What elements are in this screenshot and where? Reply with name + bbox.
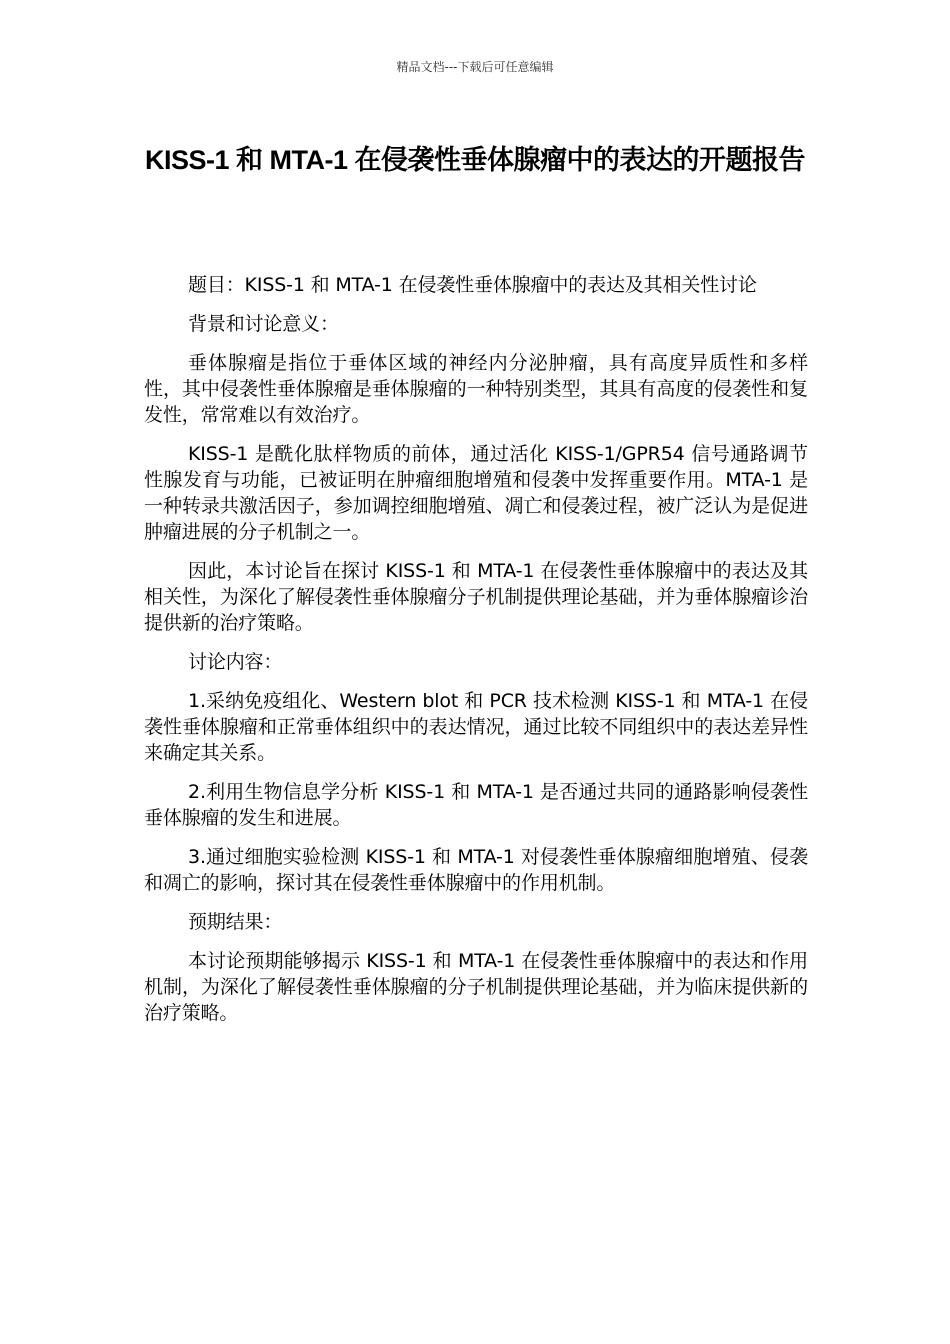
expected-results-heading: 预期结果： (188, 911, 283, 933)
content-item-2: 2.利用生物信息学分析 KISS-1 和 MTA-1 是否通过共同的通路影响侵袭性垂体腺瘤的发生和进展。 (144, 781, 808, 829)
content-item-1: 1.采纳免疫组化、Western blot 和 PCR 技术检测 KISS-1 和 MTA-1 在侵袭性垂体腺瘤和正常垂体组织中的表达情况，通过比较不同组织中的表达差异性来确定其关系。 (144, 690, 808, 764)
topic-paragraph: 题目：KISS-1 和 MTA-1 在侵袭性垂体腺瘤中的表达及其相关性讨论 (188, 274, 757, 296)
document-title: KISS-1 和 MTA-1 在侵袭性垂体腺瘤中的表达的开题报告 (144, 145, 805, 175)
content-heading: 讨论内容： (188, 651, 283, 673)
background-paragraph-1: 垂体腺瘤是指位于垂体区域的神经内分泌肿瘤，具有高度异质性和多样性，其中侵袭性垂体腺瘤是垂体腺瘤的一种特别类型，其具有高度的侵袭性和复发性，常常难以有效治疗。 (144, 352, 808, 426)
background-heading: 背景和讨论意义： (188, 313, 339, 335)
background-paragraph-3: 因此，本讨论旨在探讨 KISS-1 和 MTA-1 在侵袭性垂体腺瘤中的表达及其相关性，为深化了解侵袭性垂体腺瘤分子机制提供理论基础，并为垂体腺瘤诊治提供新的治疗策略。 (144, 560, 808, 634)
header-note: 精品文档---下载后可任意编辑 (396, 60, 554, 74)
content-item-3: 3.通过细胞实验检测 KISS-1 和 MTA-1 对侵袭性垂体腺瘤细胞增殖、侵袭和凋亡的影响，探讨其在侵袭性垂体腺瘤中的作用机制。 (144, 846, 808, 894)
document-body (144, 272, 808, 1039)
background-paragraph-2: KISS-1 是酰化肽样物质的前体，通过活化 KISS-1/GPR54 信号通路调节性腺发育与功能，已被证明在肿瘤细胞增殖和侵袭中发挥重要作用。MTA-1 是一种转录共激活因子，参加调控细胞增殖、凋亡和侵袭过程，被广泛认为是促进肿瘤进展的分子机制之一。 (144, 443, 808, 543)
expected-results-paragraph: 本讨论预期能够揭示 KISS-1 和 MTA-1 在侵袭性垂体腺瘤中的表达和作用机制，为深化了解侵袭性垂体腺瘤的分子机制提供理论基础，并为临床提供新的治疗策略。 (144, 950, 808, 1024)
